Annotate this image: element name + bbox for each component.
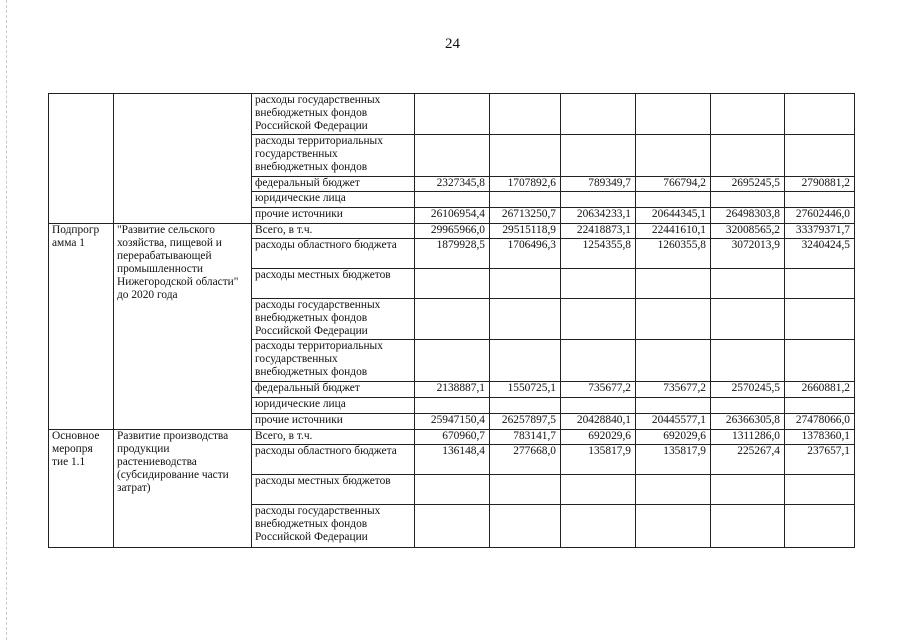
program-code-cell — [49, 94, 114, 224]
funding-source-cell: расходы областного бюджета — [252, 445, 415, 475]
value-cell: 136148,4 — [415, 445, 490, 475]
value-cell: 29965966,0 — [415, 224, 490, 239]
funding-source-cell: юридические лица — [252, 398, 415, 414]
value-cell: 27478066,0 — [785, 414, 855, 430]
value-cell — [561, 269, 636, 299]
value-cell — [490, 340, 561, 382]
value-cell: 766794,2 — [636, 177, 711, 192]
value-cell: 26498303,8 — [711, 208, 785, 224]
value-cell — [490, 475, 561, 505]
value-cell — [785, 192, 855, 208]
value-cell — [636, 269, 711, 299]
value-cell: 2790881,2 — [785, 177, 855, 192]
value-cell — [636, 135, 711, 177]
funding-source-cell: Всего, в т.ч. — [252, 430, 415, 445]
value-cell — [711, 340, 785, 382]
funding-source-cell: расходы государственных внебюджетных фондов Российской Федерации — [252, 94, 415, 135]
funding-source-cell: расходы местных бюджетов — [252, 475, 415, 505]
value-cell: 26106954,4 — [415, 208, 490, 224]
value-cell — [711, 475, 785, 505]
value-cell — [636, 475, 711, 505]
value-cell — [785, 398, 855, 414]
program-name-cell: Развитие производства продукции растениеводства (субсидирование части затрат) — [114, 430, 252, 548]
table-row — [49, 224, 855, 239]
funding-source-cell: Всего, в т.ч. — [252, 224, 415, 239]
funding-source-cell: расходы территориальных государственных внебюджетных фондов — [252, 135, 415, 177]
value-cell: 27602446,0 — [785, 208, 855, 224]
value-cell: 20428840,1 — [561, 414, 636, 430]
funding-source-cell: расходы государственных внебюджетных фондов Российской Федерации — [252, 299, 415, 340]
value-cell: 783141,7 — [490, 430, 561, 445]
value-cell — [711, 94, 785, 135]
value-cell — [415, 299, 490, 340]
value-cell — [785, 135, 855, 177]
value-cell — [490, 398, 561, 414]
value-cell — [561, 505, 636, 548]
value-cell — [490, 269, 561, 299]
value-cell — [561, 340, 636, 382]
program-code-cell: Подпрогр амма 1 — [49, 224, 114, 430]
value-cell: 135817,9 — [636, 445, 711, 475]
value-cell: 33379371,7 — [785, 224, 855, 239]
value-cell — [785, 299, 855, 340]
value-cell: 1706496,3 — [490, 239, 561, 269]
program-code-cell: Основное меропря тие 1.1 — [49, 430, 114, 548]
value-cell — [785, 505, 855, 548]
program-name-cell — [114, 94, 252, 224]
value-cell: 735677,2 — [636, 382, 711, 398]
value-cell: 2138887,1 — [415, 382, 490, 398]
funding-source-cell: расходы местных бюджетов — [252, 269, 415, 299]
value-cell: 225267,4 — [711, 445, 785, 475]
value-cell — [711, 135, 785, 177]
value-cell — [561, 299, 636, 340]
funding-source-cell: прочие источники — [252, 414, 415, 430]
page-number: 24 — [445, 36, 460, 52]
value-cell — [490, 299, 561, 340]
value-cell: 20445577,1 — [636, 414, 711, 430]
value-cell — [490, 192, 561, 208]
value-cell — [636, 299, 711, 340]
value-cell: 2570245,5 — [711, 382, 785, 398]
value-cell: 1879928,5 — [415, 239, 490, 269]
funding-source-cell: юридические лица — [252, 192, 415, 208]
value-cell: 277668,0 — [490, 445, 561, 475]
value-cell — [636, 340, 711, 382]
value-cell — [415, 94, 490, 135]
funding-source-cell: расходы территориальных государственных внебюджетных фондов — [252, 340, 415, 382]
value-cell: 3240424,5 — [785, 239, 855, 269]
value-cell — [561, 94, 636, 135]
program-name-cell: "Развитие сельского хозяйства, пищевой и перерабатывающей промышленности Нижегородской области" до 2020 года — [114, 224, 252, 430]
value-cell: 1378360,1 — [785, 430, 855, 445]
value-cell: 32008565,2 — [711, 224, 785, 239]
table-row — [49, 94, 855, 135]
value-cell — [785, 269, 855, 299]
value-cell — [415, 505, 490, 548]
value-cell: 20634233,1 — [561, 208, 636, 224]
value-cell: 3072013,9 — [711, 239, 785, 269]
budget-table — [48, 93, 855, 548]
funding-source-cell: расходы государственных внебюджетных фондов Российской Федерации — [252, 505, 415, 548]
value-cell — [561, 398, 636, 414]
value-cell — [561, 135, 636, 177]
funding-source-cell: расходы областного бюджета — [252, 239, 415, 269]
value-cell — [711, 505, 785, 548]
value-cell — [636, 94, 711, 135]
value-cell: 1707892,6 — [490, 177, 561, 192]
value-cell — [711, 192, 785, 208]
value-cell: 2660881,2 — [785, 382, 855, 398]
value-cell: 1311286,0 — [711, 430, 785, 445]
funding-source-cell: прочие источники — [252, 208, 415, 224]
value-cell: 22441610,1 — [636, 224, 711, 239]
value-cell — [490, 94, 561, 135]
value-cell — [785, 475, 855, 505]
value-cell: 237657,1 — [785, 445, 855, 475]
value-cell: 25947150,4 — [415, 414, 490, 430]
value-cell: 735677,2 — [561, 382, 636, 398]
value-cell — [636, 398, 711, 414]
value-cell: 1550725,1 — [490, 382, 561, 398]
value-cell — [490, 505, 561, 548]
value-cell — [415, 269, 490, 299]
value-cell: 135817,9 — [561, 445, 636, 475]
value-cell: 26257897,5 — [490, 414, 561, 430]
value-cell — [636, 192, 711, 208]
value-cell — [415, 340, 490, 382]
value-cell: 670960,7 — [415, 430, 490, 445]
value-cell — [561, 475, 636, 505]
value-cell — [785, 94, 855, 135]
value-cell — [711, 269, 785, 299]
funding-source-cell: федеральный бюджет — [252, 382, 415, 398]
value-cell — [636, 505, 711, 548]
value-cell: 692029,6 — [636, 430, 711, 445]
value-cell — [415, 135, 490, 177]
value-cell: 2695245,5 — [711, 177, 785, 192]
table-row — [49, 430, 855, 445]
value-cell — [415, 398, 490, 414]
value-cell — [711, 299, 785, 340]
value-cell: 26713250,7 — [490, 208, 561, 224]
value-cell: 1254355,8 — [561, 239, 636, 269]
value-cell — [561, 192, 636, 208]
value-cell: 692029,6 — [561, 430, 636, 445]
value-cell: 2327345,8 — [415, 177, 490, 192]
value-cell — [490, 135, 561, 177]
value-cell — [785, 340, 855, 382]
value-cell — [415, 475, 490, 505]
value-cell — [415, 192, 490, 208]
value-cell: 29515118,9 — [490, 224, 561, 239]
value-cell — [711, 398, 785, 414]
scan-edge — [0, 0, 7, 640]
value-cell: 1260355,8 — [636, 239, 711, 269]
value-cell: 22418873,1 — [561, 224, 636, 239]
value-cell: 789349,7 — [561, 177, 636, 192]
funding-source-cell: федеральный бюджет — [252, 177, 415, 192]
value-cell: 26366305,8 — [711, 414, 785, 430]
value-cell: 20644345,1 — [636, 208, 711, 224]
